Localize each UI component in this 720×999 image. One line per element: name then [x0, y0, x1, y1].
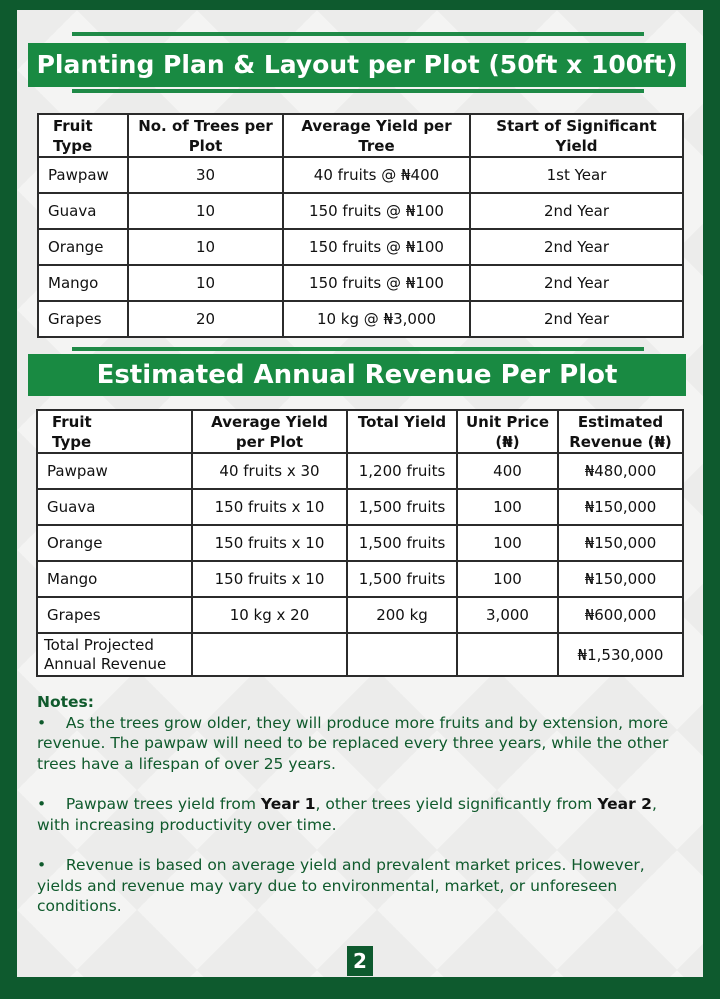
revenue-cell: ₦480,000 [558, 453, 683, 489]
top-rule [72, 32, 644, 36]
column-header: Estimated Revenue (₦) [558, 410, 683, 453]
note-item [37, 855, 685, 917]
unit-price-cell: 100 [457, 561, 558, 597]
empty-cell [192, 633, 347, 676]
yield-cell: 40 fruits @ ₦400 [283, 157, 470, 193]
yield-cell: 150 fruits @ ₦100 [283, 229, 470, 265]
total-yield-cell: 1,200 fruits [347, 453, 457, 489]
fruit-type-cell: Orange [37, 525, 192, 561]
total-yield-cell: 1,500 fruits [347, 561, 457, 597]
fruit-type-cell: Pawpaw [37, 453, 192, 489]
fruit-type-cell: Pawpaw [38, 157, 128, 193]
total-value: ₦1,530,000 [558, 633, 683, 676]
note-text: Revenue is based on average yield and prevalent market prices. However, yields and revenue may vary due to environmental, market, or unforeseen conditions. [37, 856, 645, 915]
planting-plan-title: Planting Plan & Layout per Plot (50ft x 100ft) [28, 43, 686, 87]
trees-cell: 10 [128, 265, 283, 301]
revenue-cell: ₦600,000 [558, 597, 683, 633]
fruit-type-cell: Orange [38, 229, 128, 265]
revenue-cell: ₦150,000 [558, 525, 683, 561]
unit-price-cell: 100 [457, 525, 558, 561]
revenue-cell: ₦150,000 [558, 561, 683, 597]
notes-title: Notes: [37, 693, 94, 711]
avg-yield-cell: 40 fruits x 30 [192, 453, 347, 489]
yield-cell: 10 kg @ ₦3,000 [283, 301, 470, 337]
table-header-row [38, 114, 683, 157]
note-emphasis: Year 2 [597, 795, 652, 813]
empty-cell [347, 633, 457, 676]
column-header: Total Yield [347, 410, 457, 453]
table-row [38, 193, 683, 229]
table-header-row [37, 410, 683, 453]
yield-cell: 150 fruits @ ₦100 [283, 265, 470, 301]
section-rule [72, 347, 644, 351]
start-year-cell: 2nd Year [470, 193, 683, 229]
fruit-type-cell: Mango [37, 561, 192, 597]
avg-yield-cell: 150 fruits x 10 [192, 561, 347, 597]
note-text: , with increasing productivity over time. [37, 795, 657, 834]
column-header: No. of Trees per Plot [128, 114, 283, 157]
total-yield-cell: 1,500 fruits [347, 489, 457, 525]
column-header: Start of Significant Yield [470, 114, 683, 157]
table-row [37, 561, 683, 597]
total-label: Total Projected Annual Revenue [37, 633, 192, 676]
note-item [37, 713, 685, 775]
note-text: As the trees grow older, they will produce more fruits and by extension, more revenue. The pawpaw will need to be replaced every three years, while the other trees have a lifespan of over 25 years. [37, 713, 669, 773]
trees-cell: 10 [128, 193, 283, 229]
trees-cell: 20 [128, 301, 283, 337]
bullet: • [37, 856, 47, 874]
fruit-type-cell: Guava [37, 489, 192, 525]
table-row [38, 157, 683, 193]
revenue-title: Estimated Annual Revenue Per Plot [28, 354, 686, 396]
column-header: Fruit Type [38, 114, 128, 157]
trees-cell: 10 [128, 229, 283, 265]
table-row [38, 265, 683, 301]
table-row [37, 489, 683, 525]
total-row [37, 633, 683, 676]
note-emphasis: Year 1 [260, 795, 316, 813]
bullet: • [37, 795, 47, 813]
empty-cell [457, 633, 558, 676]
total-yield-cell: 1,500 fruits [347, 525, 457, 561]
notes-section [37, 692, 685, 937]
title-underline [72, 89, 644, 93]
unit-price-cell: 100 [457, 489, 558, 525]
revenue-table [36, 409, 684, 677]
fruit-type-cell: Grapes [38, 301, 128, 337]
table-row [38, 301, 683, 337]
column-header: Average Yield per Tree [283, 114, 470, 157]
total-yield-cell: 200 kg [347, 597, 457, 633]
start-year-cell: 2nd Year [470, 229, 683, 265]
start-year-cell: 2nd Year [470, 301, 683, 337]
yield-cell: 150 fruits @ ₦100 [283, 193, 470, 229]
fruit-type-cell: Grapes [37, 597, 192, 633]
fruit-type-cell: Guava [38, 193, 128, 229]
column-header: Fruit Type [37, 410, 192, 453]
note-text: Pawpaw trees yield from [65, 795, 261, 813]
note-text: , other trees yield significantly from [315, 795, 598, 813]
column-header: Unit Price (₦) [457, 410, 558, 453]
fruit-type-cell: Mango [38, 265, 128, 301]
column-header: Average Yield per Plot [192, 410, 347, 453]
bullet: • [37, 713, 47, 732]
table-row [37, 453, 683, 489]
planting-plan-table [37, 113, 684, 338]
note-item [37, 794, 685, 835]
page-number: 2 [347, 946, 373, 976]
table-row [37, 597, 683, 633]
trees-cell: 30 [128, 157, 283, 193]
unit-price-cell: 3,000 [457, 597, 558, 633]
revenue-cell: ₦150,000 [558, 489, 683, 525]
table-row [37, 525, 683, 561]
start-year-cell: 2nd Year [470, 265, 683, 301]
unit-price-cell: 400 [457, 453, 558, 489]
avg-yield-cell: 150 fruits x 10 [192, 489, 347, 525]
avg-yield-cell: 150 fruits x 10 [192, 525, 347, 561]
avg-yield-cell: 10 kg x 20 [192, 597, 347, 633]
table-row [38, 229, 683, 265]
start-year-cell: 1st Year [470, 157, 683, 193]
